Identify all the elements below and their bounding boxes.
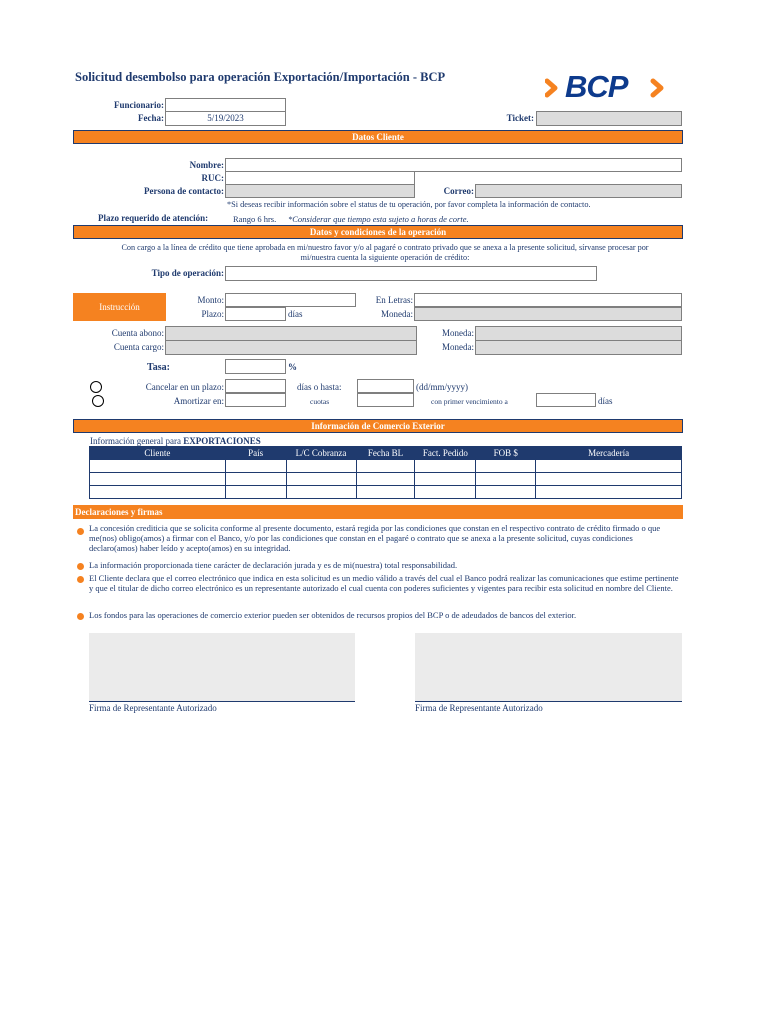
cuotas-label: cuotas	[310, 397, 330, 406]
plazo-label: Plazo:	[201, 309, 224, 319]
instruccion-label: Instrucción	[73, 293, 166, 321]
moneda-label: Moneda:	[381, 309, 413, 319]
nombre-label: Nombre:	[189, 160, 224, 170]
vencimiento-field[interactable]	[536, 393, 596, 407]
correo-label: Correo:	[443, 186, 474, 196]
section-comercio-exterior: Información de Comercio Exterior	[73, 419, 683, 433]
table-cell[interactable]	[90, 473, 226, 486]
declaracion-item: La concesión crediticia que se solicita conforme al presente documento, estará regida por las condiciones que constan en el respectivo contrato de crédito firmado o que me(nos) obligo(amos) a firmar con el Banco, y/o por las condiciones que constan en el pagaré o contrato que se anexa a la presente solicitud, cuyas condiciones declaro(amos) haber leído y acepto(amos) en su integridad.	[89, 523, 661, 553]
section-datos-operacion: Datos y condiciones de la operación	[73, 225, 683, 239]
fecha-label: Fecha:	[138, 113, 164, 123]
plazo-atencion-value: Rango 6 hrs.	[233, 214, 277, 224]
plazo-atencion-note: *Considerar que tiempo esta sujeto a horas de corte.	[288, 214, 469, 224]
table-cell[interactable]	[415, 486, 476, 499]
table-cell[interactable]	[225, 473, 286, 486]
letras-label: En Letras:	[375, 295, 413, 305]
table-cell[interactable]	[415, 460, 476, 473]
col-fob: FOB $	[476, 447, 536, 460]
table-cell[interactable]	[225, 460, 286, 473]
contacto-label: Persona de contacto:	[144, 186, 224, 196]
monto-label: Monto:	[197, 295, 224, 305]
exportaciones-subtitle	[90, 436, 261, 446]
ticket-field[interactable]	[536, 111, 682, 126]
col-mercaderia: Mercadería	[536, 447, 682, 460]
col-pais: País	[225, 447, 286, 460]
correo-field[interactable]	[475, 184, 682, 198]
contact-note: *Si deseas recibir información sobre el status de tu operación, por favor completa la información de contacto.	[227, 200, 591, 209]
exportaciones-table	[89, 446, 682, 499]
cuenta-abono-label: Cuenta abono:	[111, 328, 164, 338]
bullet-icon	[77, 563, 84, 570]
tipo-operacion-label: Tipo de operación:	[151, 268, 224, 278]
cuenta-cargo-label: Cuenta cargo:	[113, 342, 164, 352]
cuotas-field[interactable]	[357, 393, 414, 407]
bullet-icon	[77, 528, 84, 535]
bcp-logo	[545, 69, 665, 104]
moneda-cargo-field[interactable]	[475, 340, 682, 355]
ticket-label: Ticket:	[506, 113, 534, 123]
cancelar-fecha-field[interactable]	[357, 379, 414, 393]
table-cell[interactable]	[225, 486, 286, 499]
table-cell[interactable]	[356, 486, 415, 499]
table-cell[interactable]	[90, 486, 226, 499]
monto-field[interactable]	[225, 293, 356, 307]
cancelar-plazo-field[interactable]	[225, 379, 286, 393]
ruc-field[interactable]	[225, 171, 415, 185]
table-cell[interactable]	[476, 486, 536, 499]
funcionario-field[interactable]	[165, 98, 286, 112]
signature-label-1: Firma de Representante Autorizado	[89, 703, 217, 713]
signature-box-2[interactable]	[415, 633, 682, 702]
radio-cancelar[interactable]	[90, 381, 102, 393]
cuenta-abono-field[interactable]	[165, 326, 417, 341]
table-cell[interactable]	[415, 473, 476, 486]
amortizar-field[interactable]	[225, 393, 286, 407]
plazo-field[interactable]	[225, 307, 286, 321]
moneda-abono-label: Moneda:	[442, 328, 474, 338]
table-cell[interactable]	[536, 486, 682, 499]
moneda-field[interactable]	[414, 307, 682, 321]
col-cliente: Cliente	[90, 447, 226, 460]
col-lc-cobranza: L/C Cobranza	[286, 447, 356, 460]
table-cell[interactable]	[476, 460, 536, 473]
cuenta-cargo-field[interactable]	[165, 340, 417, 355]
contacto-field[interactable]	[225, 184, 415, 198]
table-row	[90, 486, 682, 499]
vencimiento-dias-label: días	[598, 396, 613, 406]
table-cell[interactable]	[286, 460, 356, 473]
operacion-intro: Con cargo a la línea de crédito que tiene aprobada en mi/nuestro favor y/o al pagaré o contrato privado que se anexa a la presente solicitud, sírvanse procesar por mi/nuestra cuenta la siguiente operación de crédito:	[121, 243, 649, 262]
fecha-format-label: (dd/mm/yyyy)	[416, 382, 468, 392]
signature-label-2: Firma de Representante Autorizado	[415, 703, 543, 713]
bullet-icon	[77, 613, 84, 620]
table-cell[interactable]	[536, 473, 682, 486]
table-cell[interactable]	[286, 486, 356, 499]
table-header-row	[90, 447, 682, 460]
tasa-label: Tasa:	[147, 362, 170, 373]
table-row	[90, 473, 682, 486]
amortizar-label: Amortizar en:	[173, 396, 224, 406]
subtitle-prefix: Información general para	[90, 436, 181, 446]
vencimiento-label: con primer vencimiento a	[431, 397, 508, 406]
dias-hasta-label: días o hasta:	[297, 382, 342, 392]
moneda-cargo-label: Moneda:	[442, 342, 474, 352]
ruc-label: RUC:	[201, 173, 224, 183]
table-cell[interactable]	[90, 460, 226, 473]
section-declaraciones: Declaraciones y firmas	[73, 505, 683, 519]
table-cell[interactable]	[356, 460, 415, 473]
tasa-field[interactable]	[225, 359, 286, 374]
table-cell[interactable]	[536, 460, 682, 473]
fecha-field[interactable]: 5/19/2023	[165, 111, 286, 126]
cancelar-label: Cancelar en un plazo:	[145, 382, 224, 392]
bullet-icon	[77, 576, 84, 583]
col-fact-pedido: Fact. Pedido	[415, 447, 476, 460]
table-cell[interactable]	[476, 473, 536, 486]
plazo-dias-label: días	[288, 309, 303, 319]
moneda-abono-field[interactable]	[475, 326, 682, 341]
declaracion-item: El Cliente declara que el correo electrónico que indica en esta solicitud es un medio válido a través del cual el Banco podrá realizar las comunicaciones que estime pertinente y que el titular de dicho correo electrónico es un representante autorizado el cual cuenta con poderes suficientes y vigentes para recibir esta solicitud en nombre del Cliente.	[89, 573, 679, 593]
table-cell[interactable]	[356, 473, 415, 486]
page-title: Solicitud desembolso para operación Exportación/Importación - BCP	[75, 70, 446, 84]
table-cell[interactable]	[286, 473, 356, 486]
section-datos-cliente: Datos Cliente	[73, 130, 683, 144]
col-fecha-bl: Fecha BL	[356, 447, 415, 460]
letras-field[interactable]	[414, 293, 682, 307]
signature-box-1[interactable]	[89, 633, 355, 702]
table-row	[90, 460, 682, 473]
radio-amortizar[interactable]	[92, 395, 104, 407]
tipo-operacion-field[interactable]	[225, 266, 597, 281]
declaracion-item: Los fondos para las operaciones de comercio exterior pueden ser obtenidos de recursos propios del BCP o de adeudados de bancos del exterior.	[89, 610, 577, 620]
logo-text: BCP	[565, 69, 628, 104]
plazo-atencion-label: Plazo requerido de atención:	[98, 213, 209, 223]
subtitle-bold: EXPORTACIONES	[183, 436, 261, 446]
funcionario-label: Funcionario:	[113, 100, 164, 110]
nombre-field[interactable]	[225, 158, 682, 172]
tasa-percent: %	[288, 362, 297, 372]
declaracion-item: La información proporcionada tiene carácter de declaración jurada y es de mi(nuestra) total responsabilidad.	[89, 560, 458, 570]
